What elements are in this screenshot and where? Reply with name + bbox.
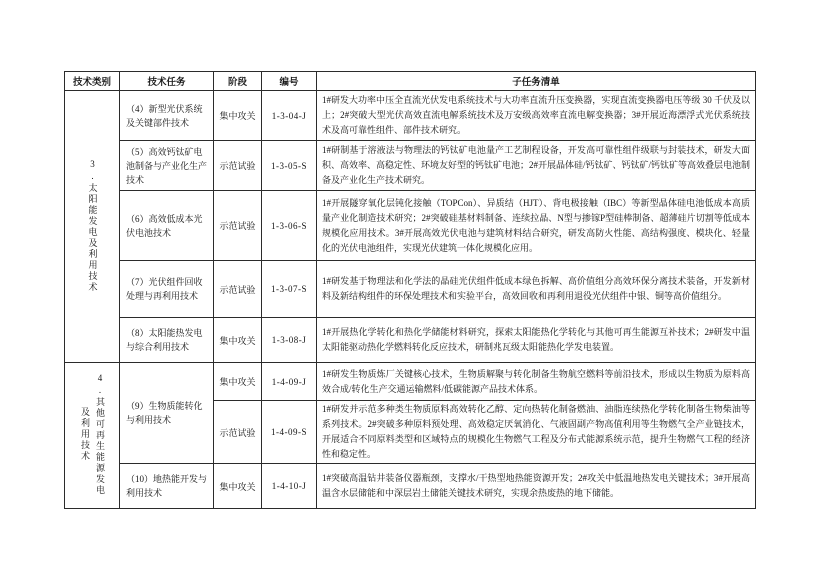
- phase-cell: 集中攻关: [214, 464, 262, 509]
- code-cell: 1-3-04-J: [262, 91, 317, 141]
- subtask-cell: 1#突破高温钻井装备仪器瓶颈，支撑水/干热型地热能资源开发；2#攻关中低温地热发电关键技术；3#开展高温含水层储能和中深层岩土储能关键技术研究，实现余热废热的地下储能。: [317, 464, 756, 509]
- header-subtask-list: 子任务清单: [317, 72, 756, 91]
- task-cell: （8）太阳能热发电与综合利用技术: [120, 318, 214, 363]
- phase-cell: 示范试验: [214, 261, 262, 318]
- subtask-cell: 1#开展热化学转化和热化学储能材料研究，探索太阳能热化学转化与其他可再生能源互补技术；2#研发中温太阳能驱动热化学燃料转化反应技术，研制兆瓦级太阳能热化学发电装置。: [317, 318, 756, 363]
- code-cell: 1-3-05-S: [262, 141, 317, 191]
- table-row: [65, 191, 756, 261]
- subtask-cell: 1#研制基于溶液法与物理法的钙钛矿电池量产工艺制程设备，开发高可靠性组件级联与封装技术，研发大面积、高效率、高稳定性、环境友好型的钙钛矿电池；2#开展晶体硅/钙钛矿、钙钛矿/钙钛矿等高效叠层电池制备及产业化生产技术研究。: [317, 141, 756, 191]
- phase-cell: 示范试验: [214, 401, 262, 464]
- header-phase: 阶段: [214, 72, 262, 91]
- table-row: [65, 464, 756, 509]
- category-cell-other-renewables: [65, 363, 120, 509]
- header-tech-category: 技术类别: [65, 72, 120, 91]
- category-cell-solar: [65, 91, 120, 363]
- task-cell: （5）高效钙钛矿电池制备与产业化生产技术: [120, 141, 214, 191]
- subtask-cell: 1#研发基于物理法和化学法的晶硅光伏组件低成本绿色拆解、高价值组分高效环保分离技术装备，开发新材料及新结构组件的环保处理技术和实验平台，高效回收和再利用退役光伏组件中银、铜等高价值组分。: [317, 261, 756, 318]
- task-cell: （10）地热能开发与利用技术: [120, 464, 214, 509]
- table-row: [65, 363, 756, 401]
- table-row: [65, 91, 756, 141]
- code-cell: 1-3-07-S: [262, 261, 317, 318]
- phase-cell: 示范试验: [214, 141, 262, 191]
- phase-cell: 集中攻关: [214, 318, 262, 363]
- table-row: [65, 261, 756, 318]
- table-header-row: [65, 72, 756, 91]
- table-row: [65, 318, 756, 363]
- subtask-cell: 1#开展隧穿氧化层钝化接触（TOPCon）、异质结（HJT）、背电极接触（IBC）等新型晶体硅电池低成本高质量产业化制造技术研究；2#突破硅基材料制备、连续拉晶、N型与掺镓P型硅棒制备、超薄硅片切割等低成本规模化应用技术。3#开展高效光伏电池与建筑材料结合研究，研发高防火性能、高结构强度、模块化、轻量化的光伏电池组件，实现光伏建筑一体化规模化应用。: [317, 191, 756, 261]
- phase-cell: 集中攻关: [214, 363, 262, 401]
- task-cell: （4）新型光伏系统及关键部件技术: [120, 91, 214, 141]
- category-label: 3.太阳能发电及利用技术: [87, 158, 98, 293]
- subtask-cell: 1#研发生物质炼厂关键核心技术，生物质解聚与转化制备生物航空燃料等前沿技术，形成以生物质为原料高效合成/转化生产交通运输燃料/低碳能源产品技术体系。: [317, 363, 756, 401]
- code-cell: 1-3-08-J: [262, 318, 317, 363]
- tech-task-table: [64, 71, 756, 509]
- task-cell: （7）光伏组件回收处理与再利用技术: [120, 261, 214, 318]
- code-cell: 1-4-09-S: [262, 401, 317, 464]
- task-cell: （6）高效低成本光伏电池技术: [120, 191, 214, 261]
- subtask-cell: 1#研发大功率中压全直流光伏发电系统技术与大功率直流升压变换器，实现直流变换器电压等级 30 千伏及以上；2#突破大型光伏高效直流电解系统技术及万安级高效率直流电解变换器；3#开展近海漂浮式光伏系统技术及高可靠性组件、部件技术研究。: [317, 91, 756, 141]
- phase-cell: 示范试验: [214, 191, 262, 261]
- phase-cell: 集中攻关: [214, 91, 262, 141]
- table-row: [65, 141, 756, 191]
- code-cell: 1-4-09-J: [262, 363, 317, 401]
- header-tech-task: 技术任务: [120, 72, 214, 91]
- header-code: 编号: [262, 72, 317, 91]
- category-label: 4.其他可再生能源发电及利用技术: [80, 373, 105, 496]
- code-cell: 1-4-10-J: [262, 464, 317, 509]
- subtask-cell: 1#研发并示范多种类生物质原料高效转化乙醇、定向热转化制备燃油、油脂连续热化学转化制备生物柴油等系列技术。2#突破多种原料预处理、高效稳定厌氧消化、气液固副产物高值利用等生物燃气全产业链技术，开展适合不同原料类型和区域特点的规模化生物燃气工程及分布式能源系统示范，提升生物燃气工程的经济性和稳定性。: [317, 401, 756, 464]
- code-cell: 1-3-06-S: [262, 191, 317, 261]
- task-cell: （9）生物质能转化与利用技术: [120, 363, 214, 464]
